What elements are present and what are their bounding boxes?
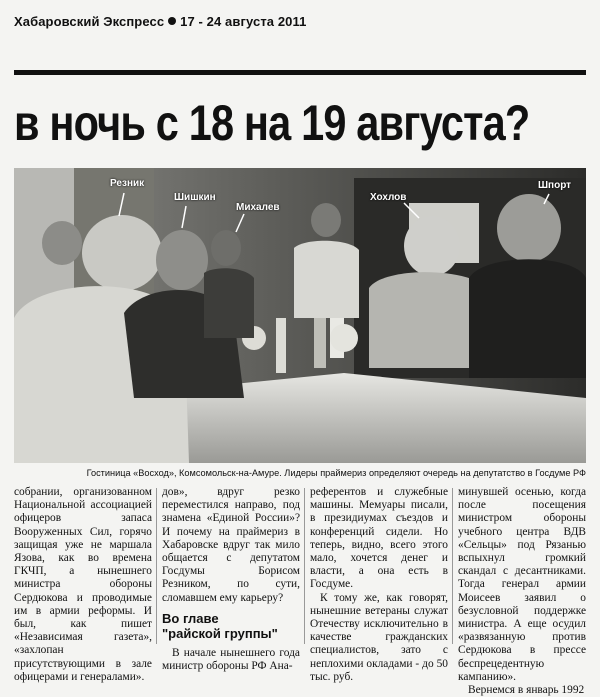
photo-label-khokhlov: Хохлов bbox=[370, 192, 407, 203]
column-1-text: собрании, организованном Национальной ассоциацией офицеров запаса Вооруженных Сил, горячо защищая уже не маршала Язова, как во времена ГКЧП, а нынешнего министра обороны Сердюкова и проводимые им в армии реформы. И был, как пишет «Независимая газета», «захлопан присутствующими в зале офицерами и генералами». bbox=[14, 486, 152, 683]
issue-dates: 17 - 24 августа 2011 bbox=[180, 14, 307, 29]
photo-label-shishkin: Шишкин bbox=[174, 192, 216, 203]
header-rule bbox=[14, 70, 586, 75]
column-divider bbox=[452, 488, 453, 644]
column-4-text-b: Вернемся в январь 1992 bbox=[468, 684, 585, 697]
column-2-text: дов», вдруг резко переместился направо, под знамена «Единой России»? И почему на праймериз в Хабаровске вдруг так мило общается с депутатом Госдумы Борисом Резником, по сути, сломавшем ему карьеру? bbox=[162, 486, 300, 604]
column-divider bbox=[304, 488, 305, 644]
photo-label-reznik: Резник bbox=[110, 178, 145, 189]
article-column-3 bbox=[310, 486, 448, 683]
photo-label-shport: Шпорт bbox=[538, 180, 572, 191]
subheading-line-2: "райской группы" bbox=[162, 625, 278, 641]
column-3-text-b: К тому же, как говорят, нынешние ветераны служат Отечеству исключительно в качестве гражданских специалистов, зато с неплохими окладами - до 50 тыс. руб. bbox=[310, 591, 448, 683]
article-column-2 bbox=[162, 486, 300, 673]
photo-caption: Гостиница «Восход», Комсомольск-на-Амуре. Лидеры праймериз определяют очередь на депутатство в Госдуме РФ bbox=[86, 468, 586, 478]
photo-label-mikhalev: Михалев bbox=[236, 202, 280, 213]
column-4-text: минувшей осенью, когда после посещения министром обороны учебного центра ВДВ «Сельцы» под Рязанью вспыхнул громкий скандал с десантниками. Тогда генерал армии Моисеев заявил о безусловной поддержке министра. А еще осудил «развязанную против Сердюкова в прессе беспрецедентную кампанию». bbox=[458, 486, 586, 683]
subheading-line-1: Во главе bbox=[162, 610, 219, 626]
column-divider bbox=[156, 488, 157, 644]
column-3-text: референтов и служебные машины. Мемуары писали, в президиумах съездов и конференций сидели. Но теперь, видно, всего этого мало, хочется денег и власти, а она есть в Госдуме. bbox=[310, 486, 448, 591]
article-column-4 bbox=[458, 486, 586, 697]
headline: в ночь с 18 на 19 августа? bbox=[14, 95, 530, 151]
masthead bbox=[14, 14, 586, 36]
article-column-1 bbox=[14, 486, 152, 683]
paper-name: Хабаровский Экспресс bbox=[14, 14, 165, 29]
bullet-icon bbox=[168, 17, 176, 25]
column-2-tail: В начале нынешнего года министр обороны РФ Ана- bbox=[162, 646, 300, 673]
photo bbox=[14, 168, 586, 463]
photo-illustration bbox=[14, 168, 586, 463]
